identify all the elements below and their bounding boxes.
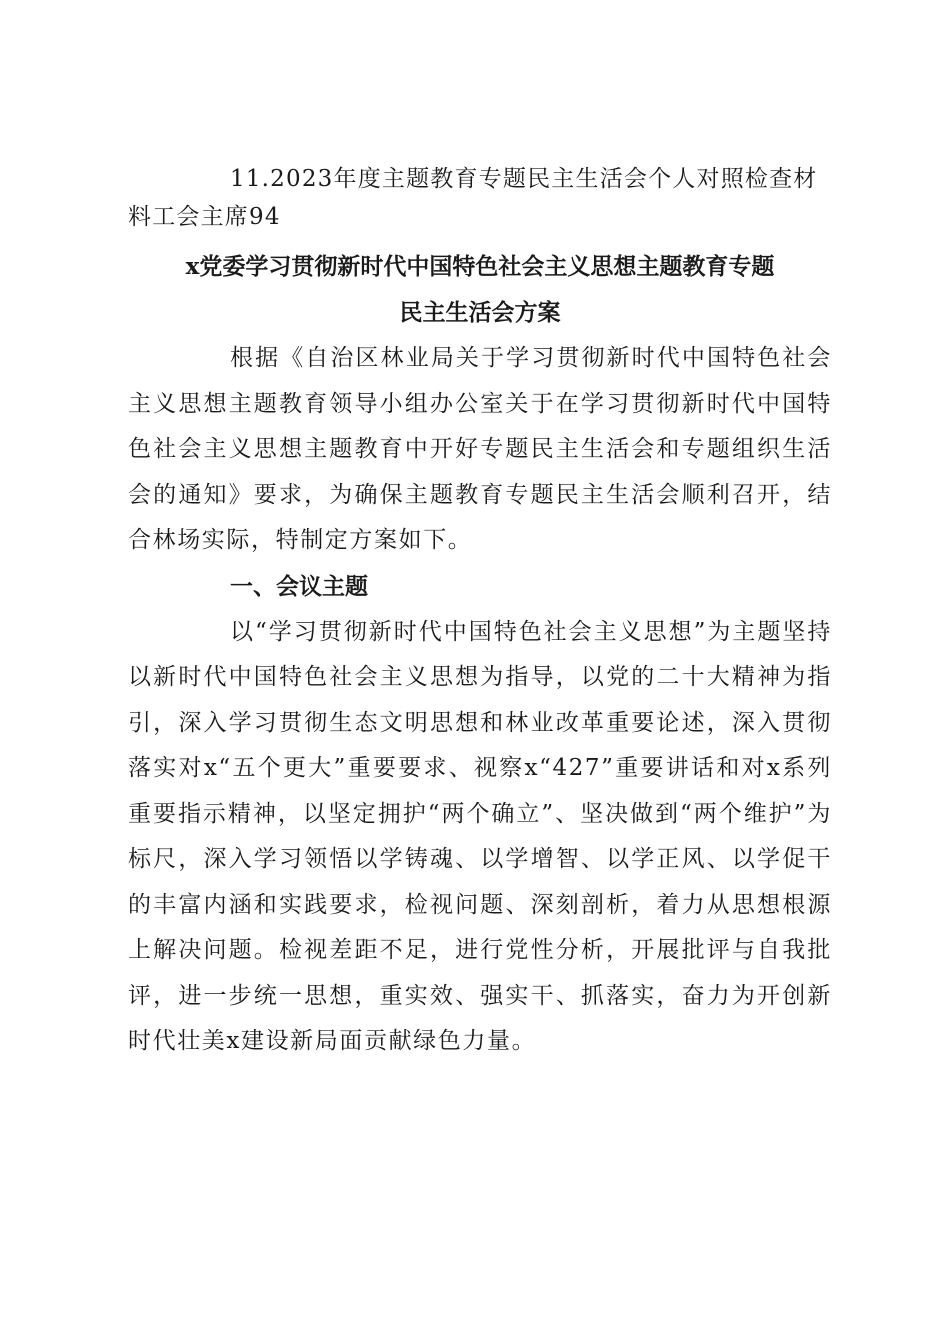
toc-entry: 11.2023年度主题教育专题民主生活会个人对照检查材料工会主席94	[128, 166, 818, 230]
document-page	[128, 160, 832, 1065]
document-title	[128, 244, 832, 336]
title-line-1: x党委学习贯彻新时代中国特色社会主义思想主题教育专题	[185, 253, 775, 280]
intro-paragraph: 根据《自治区林业局关于学习贯彻新时代中国特色社会主义思想主题教育领导小组办公室关于在学习贯彻新时代中国特色社会主义思想主题教育中开好专题民主生活会和专题组织生活会的通知》要求，为确保主题教育专题民主生活会顺利召开，结合林场实际，特制定方案如下。	[128, 345, 832, 553]
section-body-meeting-theme: 以“学习贯彻新时代中国特色社会主义思想”为主题坚持以新时代中国特色社会主义思想为指导，以党的二十大精神为指引，深入学习贯彻生态文明思想和林业改革重要论述，深入贯彻落实对x“五个更大”重要要求、视察x“427”重要讲话和对x系列重要指示精神，以坚定拥护“两个确立”、坚决做到“两个维护”为标尺，深入学习领悟以学铸魂、以学增智、以学正风、以学促干的丰富内涵和实践要求，检视问题、深刻剖析，着力从思想根源上解决问题。检视差距不足，进行党性分析，开展批评与自我批评，进一步统一思想，重实效、强实干、抓落实，奋力为开创新时代壮美x建设新局面贡献绿色力量。	[128, 618, 832, 1054]
title-line-2: 民主生活会方案	[399, 299, 561, 326]
section-heading-meeting-theme: 一、会议主题	[230, 572, 368, 600]
